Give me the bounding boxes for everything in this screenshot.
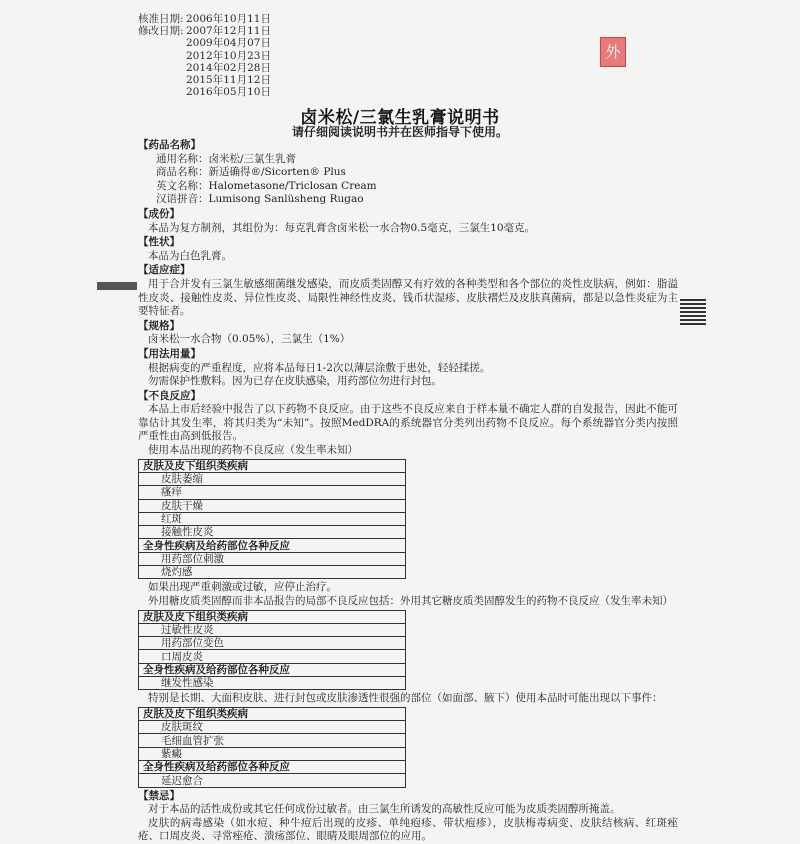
revised-date: 2007年12月11日 (186, 25, 271, 38)
revised-date-row (138, 25, 271, 37)
table-row (139, 486, 406, 499)
adverse-table-1 (138, 459, 406, 580)
section-heading: 【药品名称】 (138, 139, 201, 151)
section-heading: 【性状】 (138, 236, 180, 249)
table-group-heading: 全身性疾病及给药部位各种反应 (139, 761, 406, 774)
revised-date-row (138, 74, 271, 86)
table-cell: 继发性感染 (139, 677, 406, 690)
approved-date-row (138, 13, 271, 25)
drug-name-row: 汉语拼音：Lumisong Sanlüsheng Rugao (138, 193, 678, 207)
table-group-heading: 皮肤及皮下组织类疾病 (139, 459, 406, 472)
table-group-heading: 皮肤及皮下组织类疾病 (139, 707, 406, 720)
character-text: 本品为白色乳膏。 (148, 249, 232, 262)
revised-date: 2014年02月28日 (186, 61, 271, 74)
table-caption: 使用本品出现的药物不良反应（发生率未知） (148, 444, 358, 457)
leaflet-body (138, 138, 678, 844)
revised-date-label: 修改日期: (138, 25, 184, 38)
table-cell: 红斑 (139, 512, 406, 525)
table-cell: 皮肤斑纹 (139, 721, 406, 734)
table-row (139, 566, 406, 579)
table-group-heading: 全身性疾病及给药部位各种反应 (139, 539, 406, 552)
table-cell: 瘙痒 (139, 486, 406, 499)
revised-date: 2012年10月23日 (186, 49, 271, 62)
adverse-note: 如果出现严重刺激或过敏，应停止治疗。 (148, 581, 337, 594)
contraindications-text: 对于本品的活性成份或其它任何成份过敏者。由三氯生所诱发的高敏性反应可能为皮质类固醇所掩盖。 (148, 803, 621, 816)
date-block (138, 13, 271, 98)
revised-date: 2009年04月07日 (186, 37, 271, 50)
table-row (139, 677, 406, 690)
table-cell: 过敏性皮炎 (139, 623, 406, 636)
row-key: 商品名称 (156, 166, 198, 179)
table-row (139, 637, 406, 650)
contraindications-text: 皮肤的病毒感染（如水痘、种牛痘后出现的皮疹、单纯疱疹、带状疱疹），皮肤梅毒病变、皮肤结核病、红斑痤疮、口周皮炎、寻常痤疮、溃疡部位、眼睛及眼周部位的应用。 (138, 816, 678, 843)
edge-mark-left (97, 282, 137, 290)
table-row (139, 472, 406, 485)
table-cell: 皮肤萎缩 (139, 472, 406, 485)
row-value: 新适确得®/Sicorten® Plus (208, 166, 346, 179)
table-cell: 延迟愈合 (139, 774, 406, 787)
external-use-badge: 外 (600, 37, 626, 67)
table-row (139, 721, 406, 734)
approved-date-label: 核准日期: (138, 13, 184, 25)
drug-name-row: 英文名称：Halometasone/Triclosan Cream (138, 180, 678, 194)
usage-text: 根据病变的严重程度，应将本品每日1-2次以薄层涂敷于患处，轻轻揉搓。 (148, 361, 491, 374)
section-heading: 【成份】 (138, 207, 180, 220)
adverse-table-2 (138, 610, 406, 691)
table-cell: 接触性皮炎 (139, 526, 406, 539)
table-row (139, 761, 406, 774)
table-row (139, 707, 406, 720)
indications-text: 用于合并发有三氯生敏感细菌继发感染，而皮质类固醇又有疗效的各种类型和各个部位的炎性皮肤病，例如：脂溢性皮炎、接触性皮炎、异位性皮炎、局限性神经性皮炎、钱币状湿疹、皮肤褶烂及皮肤真菌病，都是以急性炎症为主要特征者。 (138, 277, 678, 318)
table-row (139, 774, 406, 787)
table-row (139, 650, 406, 663)
table-row (139, 734, 406, 747)
row-value: Lumisong Sanlüsheng Rugao (208, 193, 364, 206)
table-body (139, 459, 406, 579)
revised-date-row (138, 86, 271, 98)
table-caption: 外用糖皮质类固醇而非本品报告的局部不良反应包括：外用其它糖皮质类固醇发生的药物不良反应（发生率未知） (148, 594, 673, 607)
table-body (139, 707, 406, 787)
composition-text: 本品为复方制剂，其组份为：每克乳膏含卤米松一水合物0.5毫克，三氯生10毫克。 (148, 221, 536, 234)
drug-name-row: 商品名称：新适确得®/Sicorten® Plus (138, 166, 678, 180)
row-value: Halometasone/Triclosan Cream (208, 179, 377, 192)
table-row (139, 747, 406, 760)
table-row (139, 539, 406, 552)
table-cell: 用药部位变色 (139, 637, 406, 650)
table-cell: 用药部位刺激 (139, 552, 406, 565)
specification-text: 卤米松一水合物（0.05%），三氯生（1%） (148, 333, 351, 346)
row-key: 汉语拼音 (156, 193, 198, 206)
revised-date: 2015年11月12日 (186, 74, 271, 87)
row-key: 通用名称 (156, 152, 198, 165)
row-key: 英文名称 (156, 179, 198, 192)
table-row (139, 610, 406, 623)
usage-text: 勿需保护性敷料。因为已存在皮肤感染，用药部位勿进行封包。 (148, 375, 442, 388)
table-caption: 特别是长期、大面积皮肤、进行封包或皮肤渗透性很强的部位（如面部、腋下）使用本品时可能出现以下事件： (148, 692, 663, 705)
section-heading: 【用法用量】 (138, 347, 201, 360)
adverse-table-3 (138, 707, 406, 788)
approved-date: 2006年10月11日 (186, 13, 271, 25)
edge-mark-right (680, 299, 706, 325)
table-group-heading: 全身性疾病及给药部位各种反应 (139, 663, 406, 676)
table-cell: 紫癜 (139, 747, 406, 760)
table-row (139, 623, 406, 636)
table-group-heading: 皮肤及皮下组织类疾病 (139, 610, 406, 623)
section-heading: 【规格】 (138, 319, 180, 332)
section-heading: 【适应症】 (138, 264, 191, 277)
row-value: 卤米松/三氯生乳膏 (208, 152, 297, 165)
revised-date-row (138, 37, 271, 49)
table-row (139, 499, 406, 512)
revised-date: 2016年05月10日 (186, 86, 271, 99)
table-cell: 口周皮炎 (139, 650, 406, 663)
table-row (139, 663, 406, 676)
revised-date-row (138, 50, 271, 62)
document-title: 卤米松/三氯生乳膏说明书 (300, 108, 500, 128)
revised-date-row (138, 62, 271, 74)
table-row (139, 459, 406, 472)
table-body (139, 610, 406, 690)
table-cell: 毛细血管扩张 (139, 734, 406, 747)
table-row (139, 526, 406, 539)
table-cell: 皮肤干燥 (139, 499, 406, 512)
table-row (139, 512, 406, 525)
section-heading: 【禁忌】 (138, 789, 180, 802)
table-row (139, 552, 406, 565)
table-cell: 烧灼感 (139, 566, 406, 579)
adverse-intro: 本品上市后经验中报告了以下药物不良反应。由于这些不良反应来自于样本量不确定人群的自发报告，因此不能可靠估计其发生率，将其归类为“未知”。按照MedDRA的系统器官分类列出药物不良反应。每个系统器官分类内按照严重性由高到低报告。 (138, 403, 678, 443)
drug-name-row: 通用名称：卤米松/三氯生乳膏 (138, 153, 678, 167)
section-heading: 【不良反应】 (138, 389, 201, 402)
document-subtitle: 请仔细阅读说明书并在医师指导下使用。 (291, 125, 508, 139)
